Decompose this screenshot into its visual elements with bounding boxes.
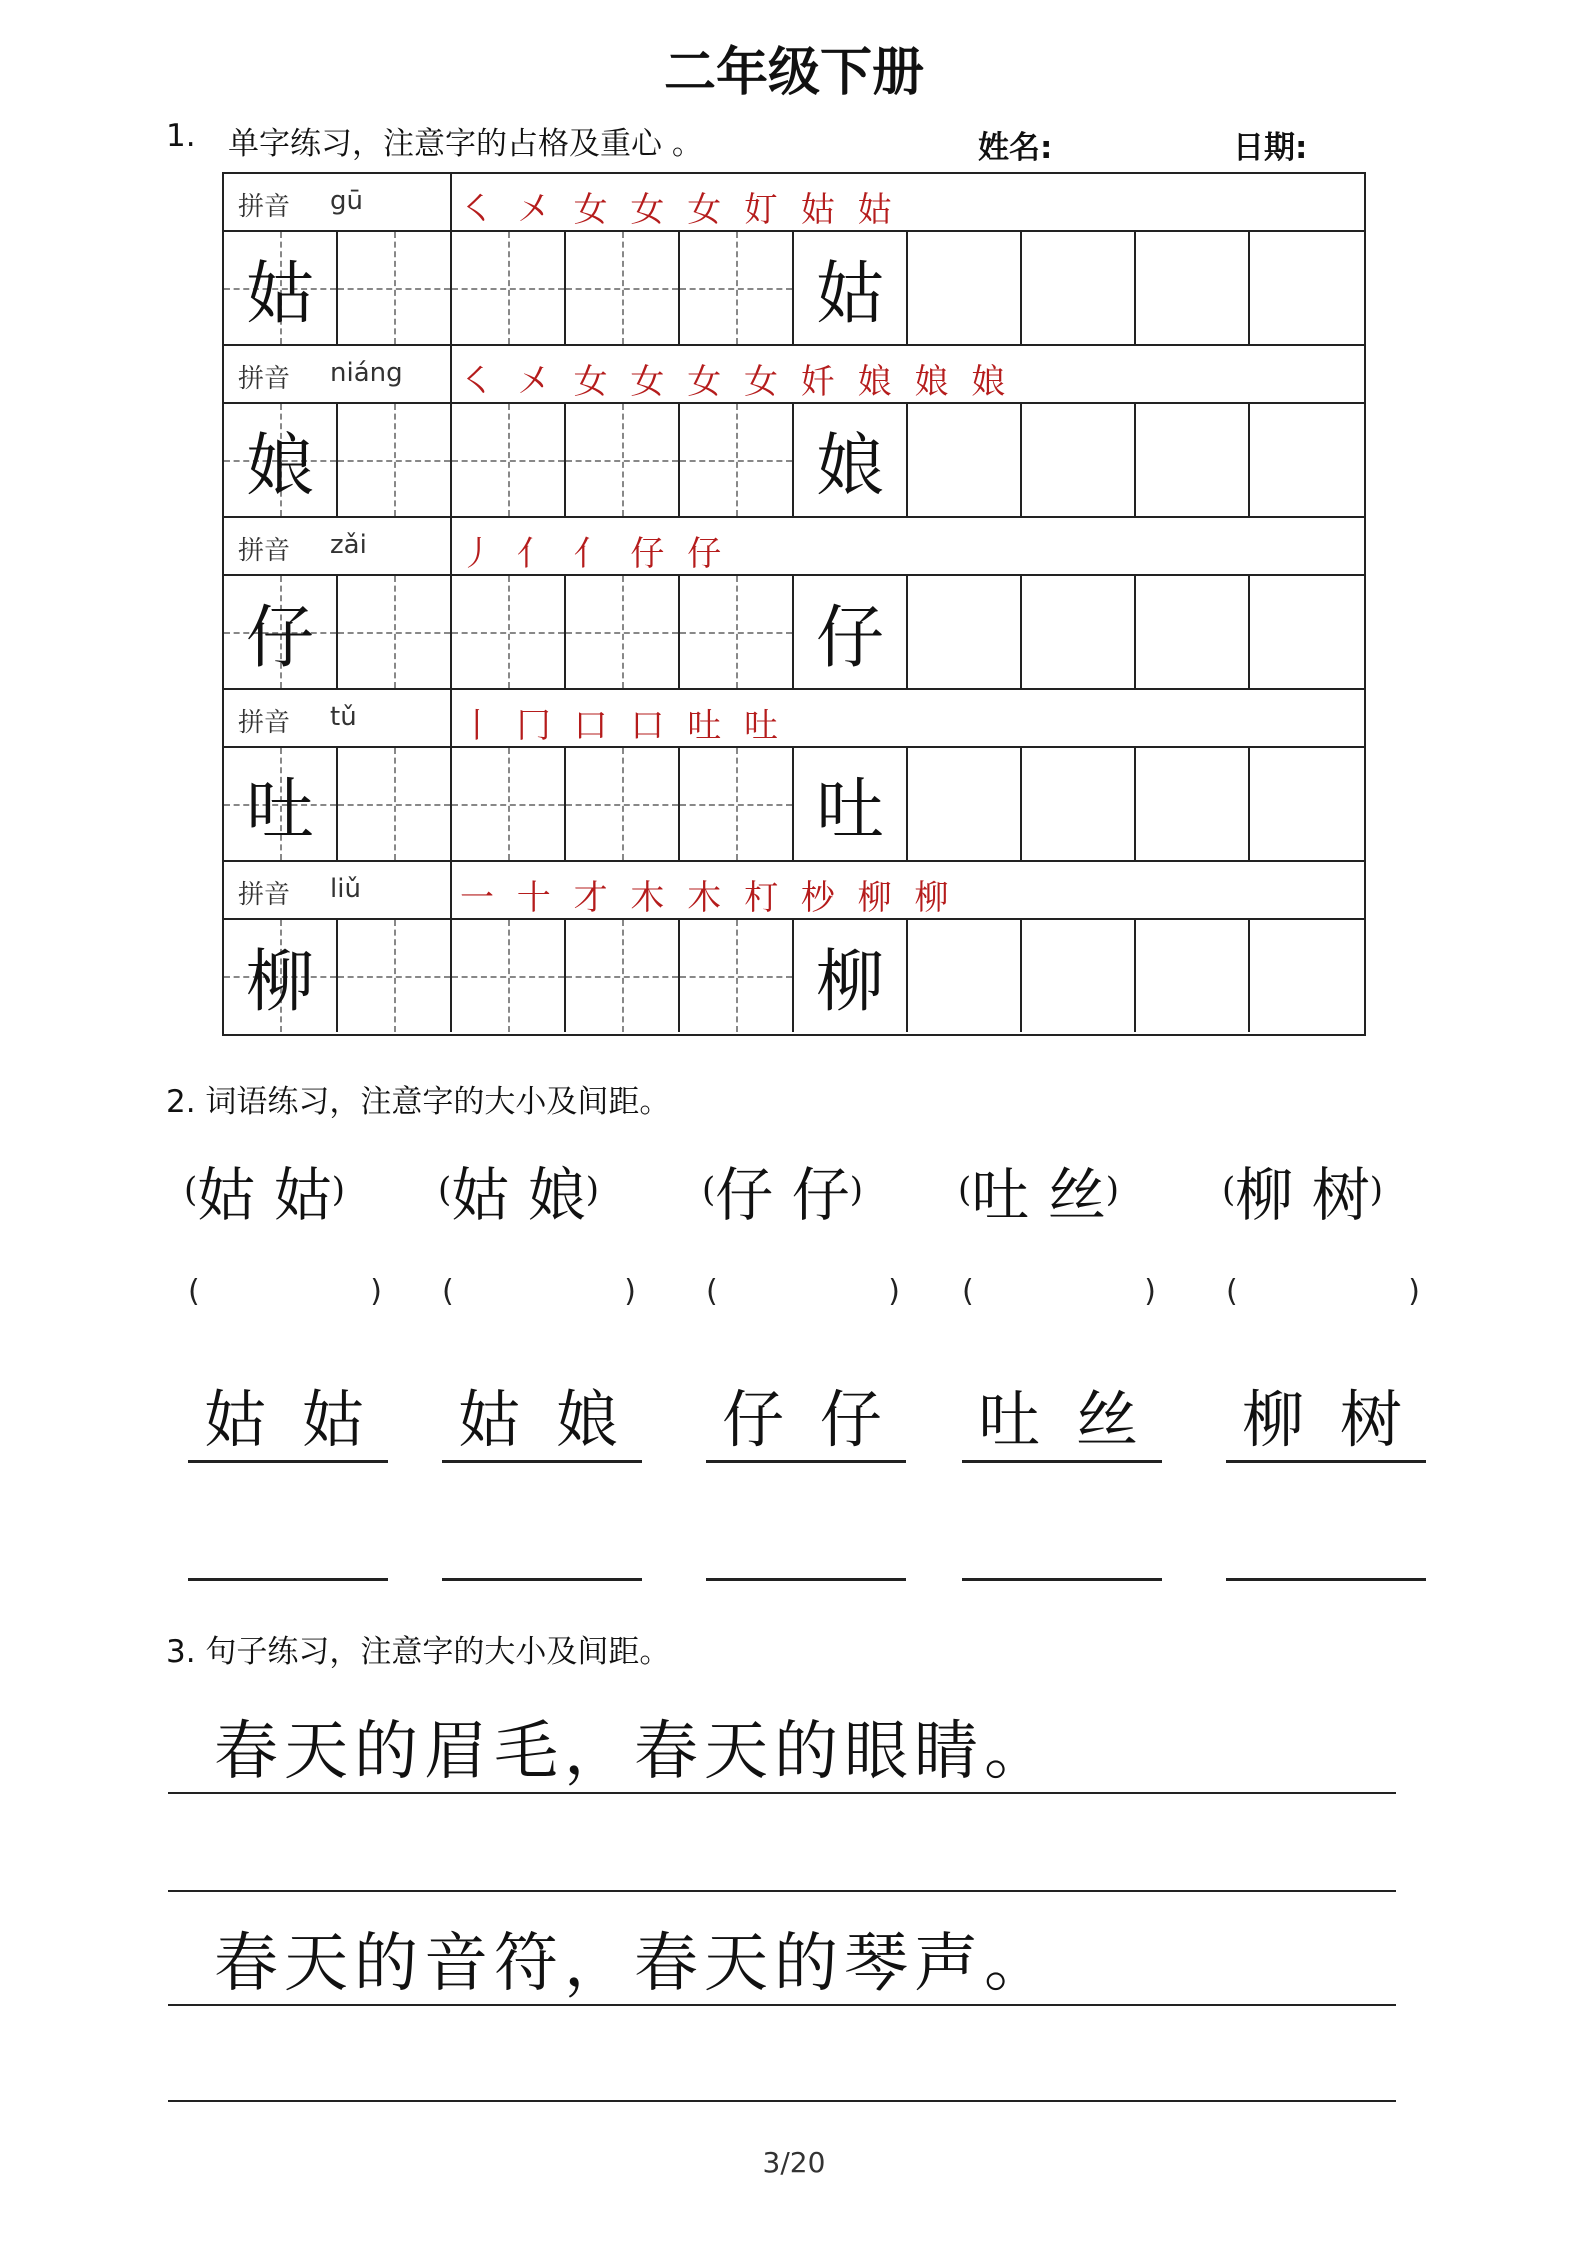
- writing-cell[interactable]: [1022, 748, 1136, 860]
- close-paren: ): [1144, 1274, 1156, 1309]
- pinyin-word-example: [958, 1148, 1119, 1232]
- pinyin-label: 拼音: [238, 536, 291, 566]
- pinyin-label: 拼音: [238, 192, 291, 222]
- word-text: 柳 树: [1235, 1161, 1370, 1229]
- writing-cell-row: [224, 748, 1364, 862]
- writing-cell-row: [224, 232, 1364, 346]
- writing-cell[interactable]: [1136, 748, 1250, 860]
- writing-cell[interactable]: [908, 232, 1022, 344]
- char-entry: [224, 346, 1364, 518]
- open-paren: (: [184, 1170, 198, 1210]
- open-paren: (: [1226, 1274, 1238, 1309]
- date-label: 日期:: [1233, 130, 1308, 166]
- pinyin-blank[interactable]: [706, 1274, 900, 1314]
- open-paren: (: [706, 1274, 718, 1309]
- writing-cell[interactable]: [566, 920, 680, 1032]
- writing-cell[interactable]: [680, 748, 794, 860]
- close-paren: ): [331, 1170, 345, 1210]
- writing-cell[interactable]: [680, 576, 794, 688]
- close-paren: ): [888, 1274, 900, 1309]
- writing-underline[interactable]: [168, 1890, 1396, 1892]
- writing-cell[interactable]: [1250, 920, 1364, 1032]
- writing-cell[interactable]: [680, 920, 794, 1032]
- open-paren: (: [962, 1274, 974, 1309]
- writing-cell[interactable]: [452, 576, 566, 688]
- guide-line-vertical: [622, 920, 624, 1032]
- writing-cell[interactable]: [452, 748, 566, 860]
- writing-cell[interactable]: [794, 576, 908, 688]
- name-label: 姓名:: [978, 130, 1053, 166]
- stroke-divider: [450, 174, 452, 232]
- pinyin-label: 拼音: [238, 708, 291, 738]
- model-character: 姑: [245, 255, 314, 334]
- guide-line-vertical: [394, 404, 396, 516]
- guide-line-vertical: [622, 404, 624, 516]
- model-character: 柳: [245, 943, 314, 1022]
- writing-cell[interactable]: [224, 748, 338, 860]
- guide-line-vertical: [508, 748, 510, 860]
- model-character: 吐: [245, 771, 314, 850]
- trace-word: 姑 娘: [458, 1383, 626, 1456]
- pinyin-row: [224, 862, 1364, 920]
- pinyin-text: tǔ: [330, 702, 357, 732]
- writing-cell[interactable]: [566, 576, 680, 688]
- trace-word: 姑 姑: [204, 1383, 372, 1456]
- writing-underline[interactable]: [706, 1578, 906, 1581]
- pinyin-text: liǔ: [330, 874, 361, 904]
- open-paren: (: [958, 1170, 972, 1210]
- trace-underline: [442, 1460, 642, 1463]
- stroke-order: ㇛ 㐅 女 女 女 奵 姑 姑: [460, 190, 898, 230]
- writing-cell[interactable]: [680, 232, 794, 344]
- trace-underline: [706, 1460, 906, 1463]
- open-paren: (: [438, 1170, 452, 1210]
- open-paren: (: [188, 1274, 200, 1309]
- pinyin-row: [224, 346, 1364, 404]
- writing-cell[interactable]: [1250, 576, 1364, 688]
- writing-underline[interactable]: [168, 2100, 1396, 2102]
- pinyin-text: gū: [330, 186, 363, 216]
- writing-grid: [222, 172, 1366, 1036]
- stroke-order: 丿 亻 亻 仔 仔: [460, 534, 728, 574]
- pinyin-word-example: [184, 1148, 345, 1232]
- guide-line-vertical: [736, 404, 738, 516]
- stroke-divider: [450, 862, 452, 920]
- pinyin-word-example: [702, 1148, 863, 1232]
- writing-cell[interactable]: [680, 404, 794, 516]
- writing-underline[interactable]: [188, 1578, 388, 1581]
- stroke-divider: [450, 690, 452, 748]
- char-entry: [224, 862, 1364, 1034]
- writing-cell[interactable]: [1022, 920, 1136, 1032]
- writing-cell[interactable]: [224, 920, 338, 1032]
- writing-cell[interactable]: [1250, 748, 1364, 860]
- writing-cell[interactable]: [908, 920, 1022, 1032]
- trace-underline: [168, 2004, 1396, 2006]
- pinyin-row: [224, 174, 1364, 232]
- writing-cell[interactable]: [224, 404, 338, 516]
- writing-cell[interactable]: [224, 576, 338, 688]
- writing-cell[interactable]: [908, 748, 1022, 860]
- page-number: 3/20: [762, 2146, 826, 2179]
- writing-cell[interactable]: [338, 576, 452, 688]
- writing-cell[interactable]: [1250, 232, 1364, 344]
- word-text: 仔 仔: [715, 1161, 850, 1229]
- guide-line-vertical: [622, 232, 624, 344]
- pinyin-label: 拼音: [238, 364, 291, 394]
- pinyin-text: niáng: [330, 358, 403, 388]
- section3-instruction: 3. 句子练习，注意字的大小及间距。: [166, 1634, 671, 1670]
- pinyin-blank[interactable]: [442, 1274, 636, 1314]
- trace-underline: [168, 1792, 1396, 1794]
- stroke-order: ㇛ 㐅 女 女 女 女 奷 娘 娘 娘: [460, 362, 1012, 402]
- stroke-order: 一 十 才 木 木 朾 杪 柳 柳: [460, 878, 955, 918]
- open-paren: (: [1222, 1170, 1236, 1210]
- writing-cell[interactable]: [338, 920, 452, 1032]
- writing-cell[interactable]: [1022, 576, 1136, 688]
- writing-cell[interactable]: [908, 576, 1022, 688]
- writing-cell[interactable]: [452, 404, 566, 516]
- guide-line-vertical: [736, 576, 738, 688]
- pinyin-blank[interactable]: [1226, 1274, 1420, 1314]
- trace-word: 仔 仔: [722, 1383, 890, 1456]
- word-text: 姑 姑: [197, 1161, 332, 1229]
- section2-instruction: 2. 词语练习，注意字的大小及间距。: [166, 1084, 671, 1120]
- writing-cell[interactable]: [1022, 404, 1136, 516]
- pinyin-label: 拼音: [238, 880, 291, 910]
- writing-cell[interactable]: [1136, 404, 1250, 516]
- writing-cell[interactable]: [452, 920, 566, 1032]
- open-paren: (: [442, 1274, 454, 1309]
- stroke-order: 丨 冂 口 口 吐 吐: [460, 706, 785, 746]
- word-text: 姑 娘: [451, 1161, 586, 1229]
- char-entry: [224, 518, 1364, 690]
- writing-cell[interactable]: [1250, 404, 1364, 516]
- writing-cell[interactable]: [794, 404, 908, 516]
- page-title: 二年级下册: [663, 43, 924, 103]
- close-paren: ): [1369, 1170, 1383, 1210]
- char-entry: [224, 174, 1364, 346]
- guide-line-vertical: [508, 920, 510, 1032]
- trace-underline: [962, 1460, 1162, 1463]
- section1-number: 1.: [166, 118, 196, 154]
- close-paren: ): [585, 1170, 599, 1210]
- writing-underline[interactable]: [962, 1578, 1162, 1581]
- guide-line-vertical: [394, 748, 396, 860]
- open-paren: (: [702, 1170, 716, 1210]
- pinyin-row: [224, 518, 1364, 576]
- writing-cell-row: [224, 576, 1364, 690]
- writing-cell[interactable]: [1136, 576, 1250, 688]
- trace-character: 娘: [815, 427, 884, 506]
- writing-cell[interactable]: [908, 404, 1022, 516]
- close-paren: ): [849, 1170, 863, 1210]
- guide-line-vertical: [508, 576, 510, 688]
- writing-cell[interactable]: [1136, 920, 1250, 1032]
- writing-cell[interactable]: [566, 232, 680, 344]
- trace-sentence: 春天的音符，春天的琴声。: [214, 1927, 1054, 2001]
- writing-cell[interactable]: [794, 748, 908, 860]
- trace-underline: [188, 1460, 388, 1463]
- writing-cell-row: [224, 404, 1364, 518]
- close-paren: ): [624, 1274, 636, 1309]
- pinyin-blank[interactable]: [188, 1274, 382, 1314]
- writing-cell[interactable]: [452, 232, 566, 344]
- writing-cell[interactable]: [566, 404, 680, 516]
- trace-character: 仔: [815, 599, 884, 678]
- pinyin-text: zǎi: [330, 530, 367, 560]
- guide-line-vertical: [622, 748, 624, 860]
- trace-character: 吐: [815, 771, 884, 850]
- writing-cell[interactable]: [794, 920, 908, 1032]
- writing-underline[interactable]: [442, 1578, 642, 1581]
- section1-instruction: 单字练习，注意字的占格及重心 。: [228, 126, 703, 162]
- guide-line-vertical: [736, 748, 738, 860]
- trace-sentence: 春天的眉毛，春天的眼睛。: [214, 1715, 1054, 1789]
- close-paren: ): [370, 1274, 382, 1309]
- stroke-divider: [450, 346, 452, 404]
- writing-underline[interactable]: [1226, 1578, 1426, 1581]
- word-text: 吐 丝: [971, 1161, 1106, 1229]
- trace-underline: [1226, 1460, 1426, 1463]
- writing-cell[interactable]: [338, 748, 452, 860]
- trace-character: 柳: [815, 943, 884, 1022]
- guide-line-vertical: [508, 404, 510, 516]
- writing-cell[interactable]: [338, 232, 452, 344]
- stroke-divider: [450, 518, 452, 576]
- pinyin-row: [224, 690, 1364, 748]
- close-paren: ): [1408, 1274, 1420, 1309]
- guide-line-vertical: [394, 576, 396, 688]
- char-entry: [224, 690, 1364, 862]
- guide-line-vertical: [394, 232, 396, 344]
- writing-cell-row: [224, 920, 1364, 1034]
- pinyin-word-example: [1222, 1148, 1383, 1232]
- guide-line-vertical: [736, 232, 738, 344]
- guide-line-vertical: [622, 576, 624, 688]
- guide-line-vertical: [736, 920, 738, 1032]
- writing-cell[interactable]: [794, 232, 908, 344]
- writing-cell[interactable]: [338, 404, 452, 516]
- writing-cell[interactable]: [566, 748, 680, 860]
- model-character: 仔: [245, 599, 314, 678]
- model-character: 娘: [245, 427, 314, 506]
- guide-line-vertical: [508, 232, 510, 344]
- trace-word: 吐 丝: [978, 1383, 1146, 1456]
- close-paren: ): [1105, 1170, 1119, 1210]
- trace-character: 姑: [815, 255, 884, 334]
- writing-cell[interactable]: [1022, 232, 1136, 344]
- trace-word: 柳 树: [1242, 1383, 1410, 1456]
- pinyin-word-example: [438, 1148, 599, 1232]
- guide-line-vertical: [394, 920, 396, 1032]
- writing-cell[interactable]: [1136, 232, 1250, 344]
- pinyin-blank[interactable]: [962, 1274, 1156, 1314]
- writing-cell[interactable]: [224, 232, 338, 344]
